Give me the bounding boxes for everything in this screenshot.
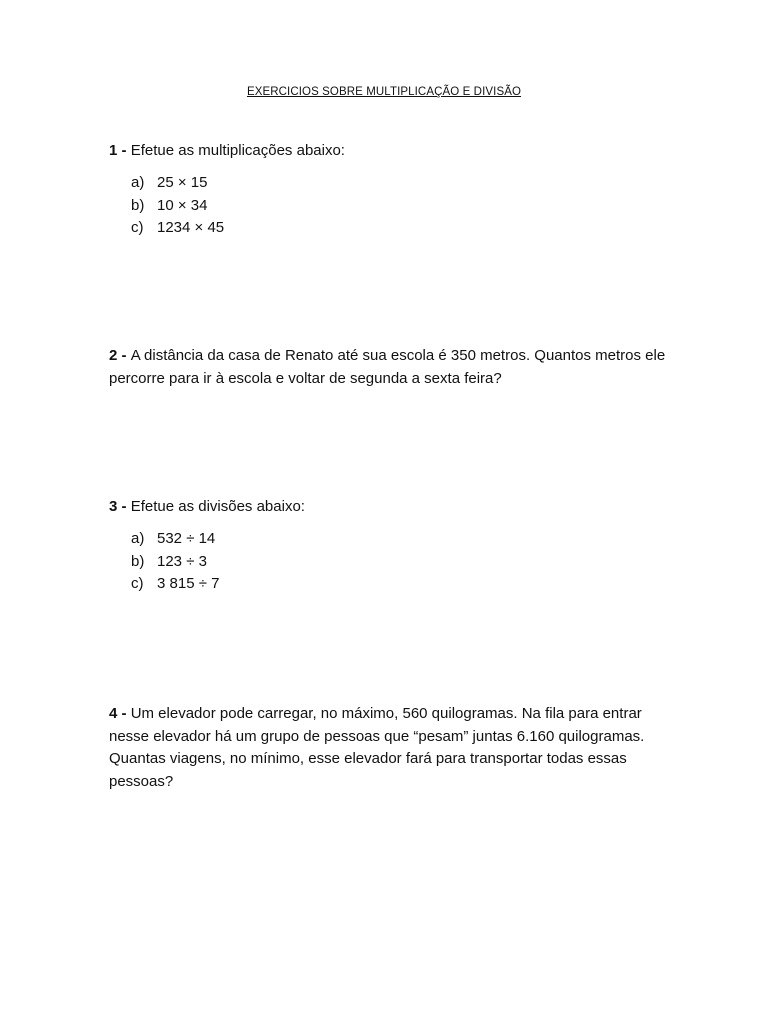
item-expression: 1234 × 45 [157,219,225,236]
list-item [131,172,431,195]
question-4 [109,703,669,793]
list-item [131,195,431,218]
list-item [131,573,431,596]
question-3 [109,496,669,519]
item-label: c) [131,219,144,236]
question-number: 1 [109,142,118,159]
question-text: A distância da casa de Renato até sua escola é 350 metros. Quantos metros ele percorre para ir à escola e voltar de segunda a sexta feira? [109,347,666,387]
question-2 [109,345,669,390]
item-expression: 3 815 ÷ 7 [157,575,220,592]
question-number: 2 [109,347,118,364]
list-item [131,217,431,240]
item-label: b) [131,196,145,214]
item-label: b) [131,552,145,570]
question-number: 4 [109,705,118,722]
question-number: 3 [109,498,118,515]
item-label: c) [131,575,144,592]
item-label: a) [131,174,145,191]
item-expression: 123 ÷ 3 [157,552,207,570]
list-item [131,551,431,574]
question-1-items [131,172,431,240]
item-expression: 532 ÷ 14 [157,530,216,547]
question-text: Um elevador pode carregar, no máximo, 560 quilogramas. Na fila para entrar nesse elevador há um grupo de pessoas que “pesam” juntas 6.160 quilogramas. Quantas viagens, no mínimo, esse elevador fará para transportar todas essas pessoas? [109,705,645,790]
question-separator: - [117,142,131,159]
question-separator: - [117,705,131,722]
question-text: Efetue as multiplicações abaixo: [130,142,345,159]
item-expression: 10 × 34 [157,196,208,214]
question-separator: - [117,498,131,515]
document-title: EXERCICIOS SOBRE MULTIPLICAÇÃO E DIVISÃO [246,86,522,98]
question-separator: - [117,347,131,364]
list-item [131,528,431,551]
question-3-items [131,528,431,596]
question-text: Efetue as divisões abaixo: [130,498,305,515]
question-1 [109,140,669,163]
item-label: a) [131,530,145,547]
item-expression: 25 × 15 [157,174,208,191]
